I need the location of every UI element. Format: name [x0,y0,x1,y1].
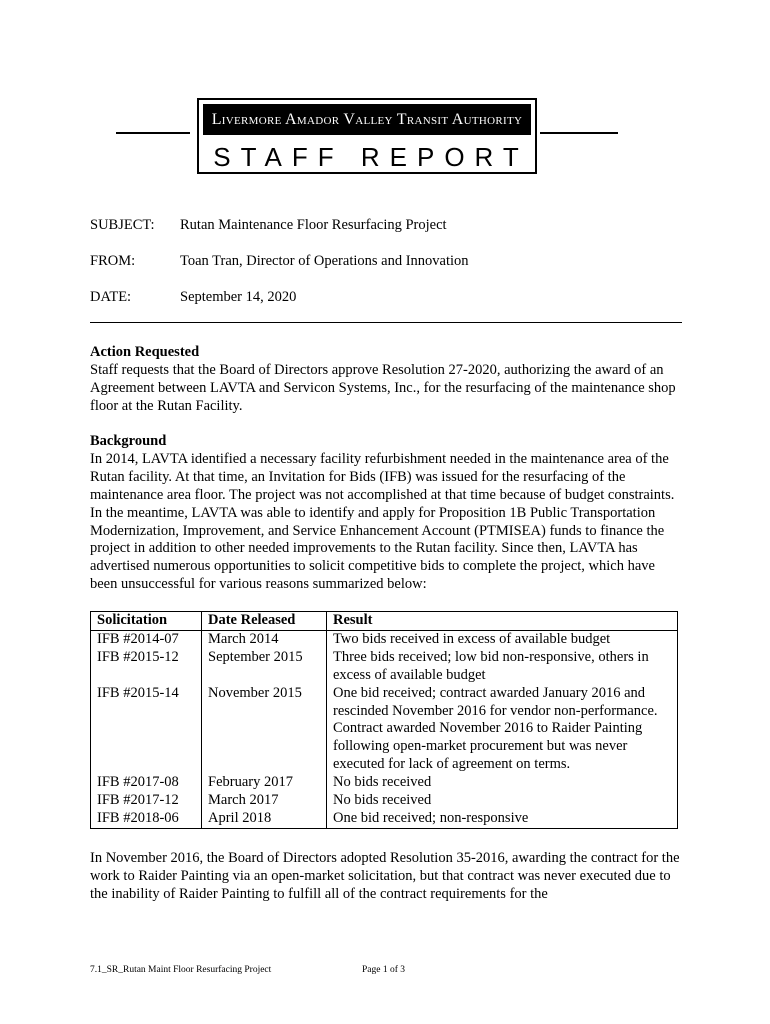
result-cell: No bids received [327,792,678,810]
table-row [91,774,678,792]
col-header-result: Result [327,612,678,631]
org-name: Livermore Amador Valley Transit Authority [203,104,531,135]
background-section [90,433,680,594]
solicitation-cell: IFB #2015-12 [91,649,202,685]
background-heading: Background [90,433,167,449]
header-rule-right [540,132,618,134]
closing-section [90,850,680,904]
footer-page-number: Page 1 of 3 [362,965,406,975]
date-label: DATE: [90,289,132,305]
background-text: In 2014, LAVTA identified a necessary facility refurbishment needed in the maintenance area of the Rutan facility. At that time, an Invitation for Bids (IFB) was issued for the resurfacing of the maintenance area floor. The project was not accomplished at that time because of budget constraints. In the meantime, LAVTA was able to identify and apply for Proposition 1B Public Transportation Modernization, Improvement, and Service Enhancement Account (PTMISEA) funds to finance the project in addition to other needed improvements to the Rutan facility. Since then, LAVTA has advertised numerous opportunities to solicit competitive bids to complete the project, which have been unsuccessful for various reasons summarized below: [90,450,675,593]
result-cell: One bid received; contract awarded January 2016 and rescinded November 2016 for vendor non-performance. Contract awarded November 2016 to Raider Painting following open-market procurement but was never executed for lack of agreement on terms. [327,685,678,775]
col-header-date-released: Date Released [202,612,327,631]
table-row [91,630,678,648]
solicitation-cell: IFB #2017-12 [91,792,202,810]
date-cell: September 2015 [202,649,327,685]
result-cell: One bid received; non-responsive [327,810,678,828]
result-cell: No bids received [327,774,678,792]
footer-file-name: 7.1_SR_Rutan Maint Floor Resurfacing Project [90,965,272,975]
action-requested-section [90,344,680,416]
date-cell: November 2015 [202,685,327,775]
action-heading: Action Requested [90,344,200,360]
header-rule-left [116,132,190,134]
solicitation-cell: IFB #2018-06 [91,810,202,828]
solicitation-cell: IFB #2015-14 [91,685,202,775]
table-row [91,685,678,775]
date-cell: March 2014 [202,630,327,648]
solicitation-table [90,611,678,829]
table-row [91,649,678,685]
table-row [91,792,678,810]
date-cell: March 2017 [202,792,327,810]
report-title: STAFF REPORT [213,142,529,172]
subject-value: Rutan Maintenance Floor Resurfacing Project [180,217,447,233]
date-value: September 14, 2020 [180,289,297,305]
solicitation-cell: IFB #2014-07 [91,630,202,648]
table-row [91,810,678,828]
date-cell: February 2017 [202,774,327,792]
closing-text: In November 2016, the Board of Directors adopted Resolution 35-2016, awarding the contract for the work to Raider Painting via an open-market solicitation, but that contract was never executed due to the inability of Raider Painting to fulfill all of the contract requirements for the [90,850,680,902]
col-header-solicitation: Solicitation [91,612,202,631]
solicitation-cell: IFB #2017-08 [91,774,202,792]
table-header-row [91,612,678,631]
date-cell: April 2018 [202,810,327,828]
subject-label: SUBJECT: [90,217,155,233]
result-cell: Two bids received in excess of available budget [327,630,678,648]
from-value: Toan Tran, Director of Operations and Innovation [180,253,469,269]
from-label: FROM: [90,253,136,269]
report-header-logo [197,98,537,174]
action-text: Staff requests that the Board of Directors approve Resolution 27-2020, authorizing the award of an Agreement between LAVTA and Servicon Systems, Inc., for the resurfacing of the maintenance shop floor at the Rutan Facility. [90,361,676,414]
result-cell: Three bids received; low bid non-responsive, others in excess of available budget [327,649,678,685]
memo-divider [90,322,682,323]
